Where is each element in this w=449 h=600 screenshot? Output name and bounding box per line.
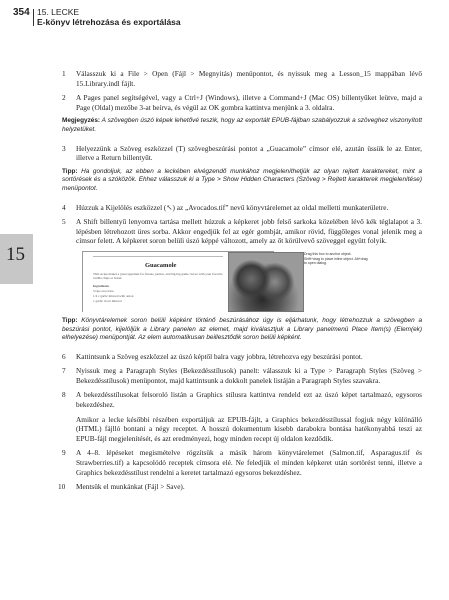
- avocado-photo-frame: [228, 252, 304, 312]
- step-text: A 4–8. lépéseket megismételve rögzítsük a másik három könyvtárelemet (Salmon.tif, Asparagus.tif és Strawberries.tif) a kapcsolódó receptek címsora elé. Ne feledjük el minden képkeret után sortörést tenni, illetve a Graphics bekezdésstílust rendelni a keretet tartalmazó egysoros bekezdéshez.: [76, 448, 422, 477]
- step-text: A bekezdésstílusokat felsoroló listán a Graphics stílusra kattintva rendeld ezt az úszó képet tartalmazó, egysoros bekezdéshez.: [76, 390, 422, 410]
- step-8: [62, 390, 422, 409]
- step-text: Mentsük el munkánkat (Fájl > Save).: [76, 482, 185, 492]
- page-number: 354: [13, 7, 30, 18]
- step-number: 1: [62, 69, 66, 78]
- tip-text: Könyvtárelemek soron belüli képként történő beszúrásához úgy is eljárhatunk, hogy létrehozzuk a szövegben a beszúrási pontot, kijelöljük a Library panelen az elemet, majd kiválasztjuk a Library panelmenü Place Item(s) (Elem(ek) elhelyezése) menüpontját. Az elem automatikusan beillesztődik soron belüli képként.: [62, 316, 422, 342]
- step-number: 9: [62, 448, 66, 458]
- step-text: Helyezzünk a Szöveg eszközzel (T) szövegbeszúrási pontot a „Guacamole” címsor elé, azután üssük le az Enter, illetve a Return billentyűt.: [76, 143, 422, 163]
- ingredient-item: 3 ripe avocados: [93, 288, 114, 293]
- step-text: A Shift billentyű lenyomva tartása mellett húzzuk a képkeret jobb felső sarkoka közelében lévő kék téglalapot a 3. lépésben létrehozott üres sorba. Akkor engedjük fel az egér gombját, amikor rövid, függőleges vonal jelenik meg a címsor felett. A képkeret soron belüli úszó képpé változott, amely az őt körülvevő szöveggel együtt folyik.: [76, 217, 422, 246]
- step-3: [62, 144, 422, 163]
- step-number: 2: [62, 93, 66, 103]
- note-box: [62, 117, 422, 134]
- step-number: 8: [62, 390, 66, 400]
- step-9: [62, 448, 422, 477]
- header-divider: [33, 9, 34, 26]
- step-number: 10: [58, 482, 66, 492]
- tip-text: Ha gondoljuk, az ebben a leckében elvégzendő munkához megjeleníthetjük az olyan rejtett karaktereket, mint a sortörések és a szóközök. Ehhez válasszuk ki a Type > Show Hidden Characters (Szöveg > Rejtett karakterek megjelenítése) menüpontot.: [62, 167, 422, 192]
- step-text: Kattintsunk a Szöveg eszközzel az úszó képtől balra vagy jobbra, létrehozva egy beszúrási pontot.: [76, 351, 363, 361]
- tip-box: [62, 317, 422, 343]
- step-text: Húzzuk a Kijelölés eszközzel (↖) az „Avocados.tif” nevű könyvtárelemet az oldal melletti munkaterületre.: [76, 202, 389, 212]
- step-number: 3: [62, 143, 66, 153]
- tip-box: [62, 168, 422, 194]
- ingredients-heading: Ingredients: [93, 283, 110, 288]
- lesson-label: 15. LECKE: [37, 7, 80, 17]
- step-10: [58, 482, 422, 492]
- tip-label: Tipp:: [62, 316, 78, 324]
- ingredient-item: 1 garlic clove minced: [93, 298, 122, 303]
- recipe-intro: This recipe makes a great appetizer for fiestas, parties, and big-big game. Serve with your favorite tortilla chips or bread.: [93, 271, 223, 281]
- chapter-title: E-könyv létrehozása és exportálása: [37, 17, 181, 27]
- step-text: A Pages panel segítségével, vagy a Ctrl+J (Windows), illetve a Command+J (Mac OS) billentyűket leütve, majd a Page (Oldal) mezőbe 3-at beírva, és végül az OK gombra kattintva menjünk a 3. oldalra.: [76, 93, 422, 112]
- step-5: [62, 217, 422, 246]
- ingredient-item: 1/4 c garlic minced with onion: [93, 293, 134, 298]
- step-7: [62, 366, 422, 385]
- step-number: 7: [62, 366, 66, 376]
- step-1: [62, 69, 422, 88]
- screenshot-figure: [82, 251, 382, 311]
- step-6: [62, 352, 422, 362]
- page-body: [58, 69, 422, 497]
- step-number: 6: [62, 351, 66, 361]
- note-text: A szövegben úszó képek lehetővé teszik, hogy az exportált EPUB-fájlban szabályozzuk a szöveghez viszonyított helyzetüket.: [62, 117, 422, 133]
- step-text: Nyissuk meg a Paragraph Styles (Bekezdésstílusok) panelt: válasszuk ki a Type > Paragraph Styles (Szöveg > Bekezdésstílusok) menüpontot, majd kattintsunk a dokkolt panelek listáján a Paragraph Styles szavakra.: [76, 366, 422, 385]
- note-label: Megjegyzés:: [62, 117, 101, 125]
- step-text: Válasszuk ki a File > Open (Fájl > Megnyitás) menüpontot, és nyissuk meg a Lesson_15 mappában lévő 15.Library.indl fájlt.: [76, 69, 422, 88]
- chapter-tab: [0, 234, 33, 284]
- step-number: 4: [62, 202, 66, 212]
- step-4: [62, 203, 422, 213]
- tip-label: Tipp:: [62, 167, 78, 175]
- chapter-tab-number: 15: [6, 244, 25, 265]
- guide-line: [93, 256, 223, 257]
- step-number: 5: [62, 217, 66, 227]
- recipe-title: Guacamole: [145, 261, 177, 269]
- step-2: [62, 93, 422, 112]
- explanation-paragraph: Amikor a lecke későbbi részében exportáljuk az EPUB-fájlt, a Graphics bekezdésstílussal fogjuk négy különálló (HTML) fájlló bontani a négy receptet. A hosszú dokumentum kisebb darabokra bontása hatékonyabbá teszi az EPUB-fájl megjelenítését, és azt eredményezi, hogy minden recept új oldalon kezdődik.: [76, 414, 422, 443]
- anchor-tooltip: Drag this box to anchor object. Shift+drag to place inline object. Alt+drag to open dialog.: [304, 251, 368, 266]
